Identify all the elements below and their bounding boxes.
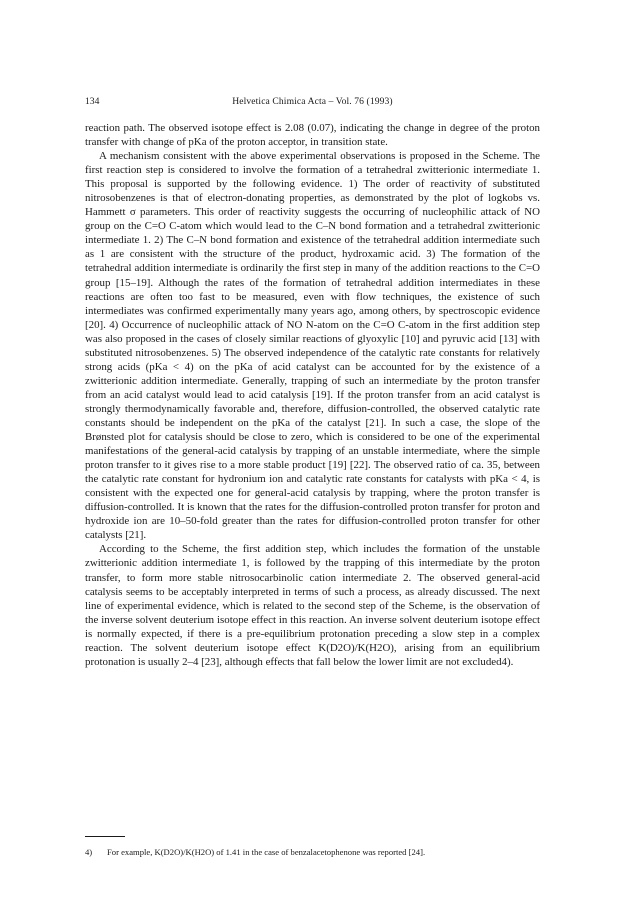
journal-title: Helvetica Chimica Acta – Vol. 76 (1993) — [232, 96, 393, 107]
footnote-text: For example, K(D2O)/K(H2O) of 1.41 in the case of benzalacetophenone was reported [24]. — [107, 847, 426, 857]
page-number: 134 — [85, 96, 100, 107]
footnote-divider — [85, 836, 125, 837]
footnote-mark: 4) — [85, 847, 93, 857]
article-body — [85, 121, 540, 669]
page-header — [85, 96, 540, 110]
paragraph: A mechanism consistent with the above experimental observations is proposed in the Scheme. The first reaction step is considered to involve the formation of a tetrahedral zwitterionic intermediate 1. This proposal is supported by the following evidence. 1) The order of reactivity of substituted nitrosobenzenes is that of electron-donating properties, as demonstrated by the plot of logkobs vs. Hammett σ parameters. This order of reactivity suggests the occurring of nucleophilic attack of NO group on the C=O C-atom which would lead to the C–N bond formation and a tetrahedral zwitterionic intermediate 1. 2) The C–N bond formation and existence of the tetrahedral addition intermediate such as 1 are consistent with the structure of the product, hydroxamic acid. 3) The formation of the tetrahedral addition intermediate is ordinarily the first step in many of the addition reactions to the C=O group [15–19]. Although the rates of the formation of tetrahedral addition intermediates in these reactions are often too fast to be measured, even with flow techniques, the existence of such intermediates was confirmed experimentally many years ago, among others, by spectroscopic evidence [20]. 4) Occurrence of nucleophilic attack of NO N-atom on the C=O C-atom in the first addition step was also proposed in the cases of closely similar reactions of glyoxylic [10] and pyruvic acid [13] with substituted nitrosobenzenes. 5) The observed independence of the catalytic rate constants for relatively strong acids (pKa < 4) on the pKa of acid catalyst can be accounted for by the existence of a zwitterionic addition intermediate. Generally, trapping of such an intermediate by the proton transfer from an acid catalyst would lead to acid catalysis [19]. If the proton transfer from an acid catalyst is strongly thermodynamically favorable and, therefore, diffusion-controlled, the observed catalytic rate constants should be independent on the pKa of the catalyst [21]. In such a case, the slope of the Brønsted plot for catalysis should be close to zero, which is considered to be one of the experimental manifestations of the general-acid catalysis by trapping of an unstable intermediate, where the simple proton transfer to it gives rise to a more stable product [19] [22]. The observed ratio of ca. 35, between the catalytic rate constant for hydronium ion and catalytic rate constants for catalysts with pKa < 4, is consistent with the expected one for general-acid catalysis by trapping, where the proton transfer is diffusion-controlled. It is known that the rates for the diffusion-controlled proton transfer for proton and hydroxide ion are 10–50-fold greater than the rates for diffusion-controlled proton transfer for other catalysts [21]. — [85, 150, 540, 542]
footnote — [85, 847, 540, 857]
paragraph: reaction path. The observed isotope effect is 2.08 (0.07), indicating the change in degree of the proton transfer with change of pKa of the proton acceptor, in transition state. — [85, 122, 540, 149]
paragraph: According to the Scheme, the first addition step, which includes the formation of the unstable zwitterionic addition intermediate 1, is followed by the trapping of this intermediate by the proton transfer, to form more stable nitrosocarbinolic cation intermediate 2. The observed general-acid catalysis seems to be acceptably interpreted in terms of such a process, as already discussed. The next line of experimental evidence, which is related to the second step of the Scheme, is the observation of the inverse solvent deuterium isotope effect in this reaction. An inverse solvent deuterium isotope effect is normally expected, if there is a pre-equilibrium protonation preceding a slow step in a complex reaction. The solvent deuterium isotope effect K(D2O)/K(H2O), arising from an equilibrium protonation is usually 2–4 [23], although effects that fall below the lower limit are not excluded4). — [85, 543, 540, 668]
